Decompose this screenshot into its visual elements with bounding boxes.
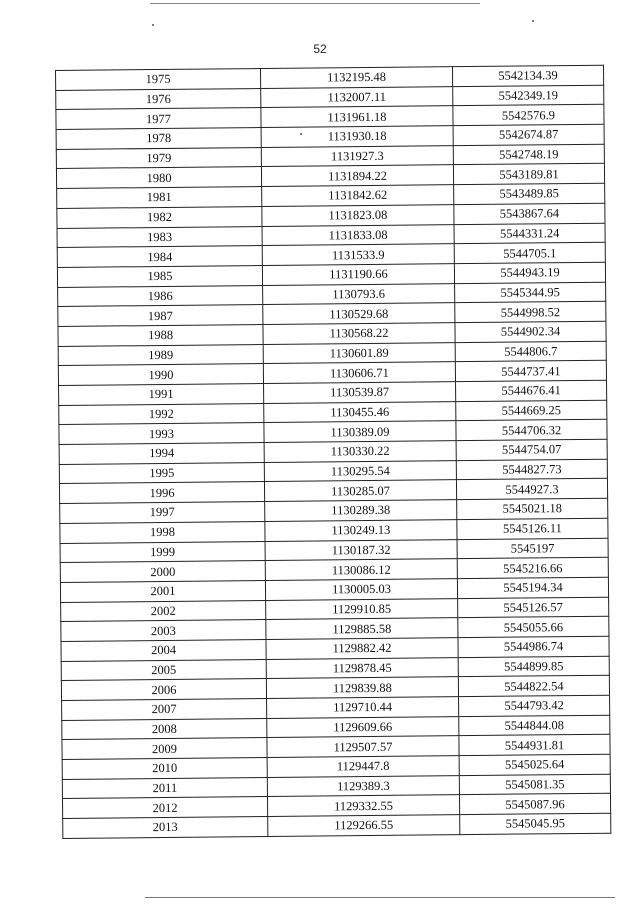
year-cell: 2004 [61, 639, 266, 661]
value-a-cell: 1129839.88 [266, 677, 458, 699]
value-a-cell: 1129507.57 [267, 736, 459, 758]
year-cell: 1986 [58, 285, 263, 307]
value-a-cell: 1132195.48 [260, 67, 452, 89]
year-cell: 1975 [56, 69, 261, 91]
value-a-cell: 1130793.6 [263, 283, 455, 305]
value-b-cell: 5544806.7 [455, 341, 606, 362]
value-b-cell: 5542674.87 [453, 124, 604, 145]
year-cell: 1994 [59, 443, 264, 465]
value-b-cell: 5545344.95 [455, 282, 606, 303]
value-b-cell: 5544737.41 [455, 361, 606, 382]
year-cell: 1987 [58, 305, 263, 327]
year-cell: 1998 [60, 521, 265, 543]
value-a-cell: 1130539.87 [264, 382, 456, 404]
year-cell: 1978 [56, 128, 261, 150]
value-a-cell: 1129266.55 [268, 815, 460, 837]
value-a-cell: 1130295.54 [264, 460, 456, 482]
year-cell: 2000 [60, 561, 265, 583]
value-b-cell: 5544844.08 [459, 715, 610, 736]
bottom-rule [145, 897, 615, 898]
scan-speck [152, 24, 154, 26]
value-b-cell: 5542349.19 [453, 85, 604, 106]
value-a-cell: 1131533.9 [262, 244, 454, 266]
year-cell: 1985 [57, 265, 262, 287]
value-b-cell: 5545216.66 [457, 557, 608, 578]
value-a-cell: 1131930.18 [261, 126, 453, 148]
value-a-cell: 1132007.11 [261, 86, 453, 108]
value-b-cell: 5544669.25 [456, 400, 607, 421]
value-a-cell: 1130086.12 [265, 559, 457, 581]
value-b-cell: 5543189.81 [453, 164, 604, 185]
year-cell: 2012 [62, 797, 267, 819]
value-a-cell: 1129389.3 [267, 775, 459, 797]
year-cell: 1988 [58, 324, 263, 346]
value-b-cell: 5544793.42 [459, 695, 610, 716]
year-cell: 2008 [62, 718, 267, 740]
value-b-cell: 5545194.34 [457, 577, 608, 598]
year-cell: 2006 [61, 679, 266, 701]
year-cell: 1983 [57, 226, 262, 248]
value-a-cell: 1130187.32 [265, 539, 457, 561]
value-a-cell: 1129447.8 [267, 756, 459, 778]
value-b-cell: 5542748.19 [453, 144, 604, 165]
value-b-cell: 5544998.52 [455, 301, 606, 322]
value-a-cell: 1131842.62 [262, 185, 454, 207]
year-cell: 1980 [56, 167, 261, 189]
value-a-cell: 1131894.22 [261, 165, 453, 187]
value-a-cell: 1131927.3 [261, 145, 453, 167]
value-b-cell: 5543867.64 [454, 203, 605, 224]
value-b-cell: 5545087.96 [459, 794, 610, 815]
value-a-cell: 1129609.66 [267, 716, 459, 738]
year-cell: 2011 [62, 777, 267, 799]
data-table-container [55, 65, 610, 839]
year-cell: 1992 [59, 403, 264, 425]
value-a-cell: 1129332.55 [267, 795, 459, 817]
value-a-cell: 1129878.45 [266, 657, 458, 679]
value-b-cell: 5544827.73 [456, 459, 607, 480]
value-a-cell: 1131823.08 [262, 204, 454, 226]
table-body [56, 65, 611, 838]
value-b-cell: 5542576.9 [453, 105, 604, 126]
value-a-cell: 1131961.18 [261, 106, 453, 128]
year-cell: 2003 [61, 620, 266, 642]
value-b-cell: 5545045.95 [460, 813, 611, 834]
value-a-cell: 1129885.58 [266, 618, 458, 640]
value-a-cell: 1130289.38 [265, 500, 457, 522]
value-a-cell: 1130568.22 [263, 323, 455, 345]
value-b-cell: 5545055.66 [458, 616, 609, 637]
year-cell: 1977 [56, 108, 261, 130]
year-cell: 1976 [56, 88, 261, 110]
value-b-cell: 5544822.54 [458, 676, 609, 697]
value-b-cell: 5544986.74 [458, 636, 609, 657]
value-b-cell: 5545197 [457, 538, 608, 559]
value-a-cell: 1129710.44 [267, 697, 459, 719]
value-b-cell: 5545126.11 [457, 518, 608, 539]
year-cell: 2005 [61, 659, 266, 681]
value-b-cell: 5544705.1 [454, 242, 605, 263]
year-cell: 1981 [57, 187, 262, 209]
year-cell: 1984 [57, 246, 262, 268]
table-row [63, 813, 611, 838]
year-cell: 2013 [63, 817, 268, 839]
year-cell: 1979 [56, 147, 261, 169]
value-b-cell: 5544899.85 [458, 656, 609, 677]
year-cell: 2002 [61, 600, 266, 622]
year-cell: 1991 [59, 384, 264, 406]
scan-speck [532, 20, 534, 22]
value-b-cell: 5544943.19 [454, 262, 605, 283]
value-a-cell: 1130249.13 [265, 519, 457, 541]
value-a-cell: 1130285.07 [264, 480, 456, 502]
year-cell: 1995 [59, 462, 264, 484]
top-rule [150, 3, 480, 4]
value-a-cell: 1130389.09 [264, 421, 456, 443]
year-cell: 2010 [62, 758, 267, 780]
page-number: 52 [313, 42, 327, 56]
year-cell: 2007 [62, 698, 267, 720]
value-b-cell: 5544931.81 [459, 735, 610, 756]
value-b-cell: 5544754.07 [456, 439, 607, 460]
value-a-cell: 1131833.08 [262, 224, 454, 246]
value-b-cell: 5545081.35 [459, 774, 610, 795]
value-b-cell: 5544927.3 [456, 479, 607, 500]
value-b-cell: 5544676.41 [456, 380, 607, 401]
value-a-cell: 1129910.85 [266, 598, 458, 620]
year-cell: 1999 [60, 541, 265, 563]
data-table [55, 65, 611, 839]
year-cell: 1990 [58, 364, 263, 386]
year-cell: 1993 [59, 423, 264, 445]
year-cell: 1996 [59, 482, 264, 504]
year-cell: 1982 [57, 206, 262, 228]
year-cell: 2009 [62, 738, 267, 760]
value-a-cell: 1130529.68 [263, 303, 455, 325]
value-b-cell: 5545025.64 [459, 754, 610, 775]
value-a-cell: 1130601.89 [263, 342, 455, 364]
value-a-cell: 1129882.42 [266, 638, 458, 660]
value-b-cell: 5545126.57 [458, 597, 609, 618]
year-cell: 2001 [60, 580, 265, 602]
value-b-cell: 5544331.24 [454, 223, 605, 244]
value-a-cell: 1131190.66 [262, 264, 454, 286]
value-b-cell: 5545021.18 [457, 498, 608, 519]
value-b-cell: 5542134.39 [452, 65, 603, 86]
value-b-cell: 5544902.34 [455, 321, 606, 342]
value-a-cell: 1130005.03 [265, 579, 457, 601]
value-b-cell: 5544706.32 [456, 420, 607, 441]
value-a-cell: 1130606.71 [263, 362, 455, 384]
value-a-cell: 1130455.46 [264, 401, 456, 423]
year-cell: 1989 [58, 344, 263, 366]
value-b-cell: 5543489.85 [454, 183, 605, 204]
value-a-cell: 1130330.22 [264, 441, 456, 463]
year-cell: 1997 [60, 502, 265, 524]
